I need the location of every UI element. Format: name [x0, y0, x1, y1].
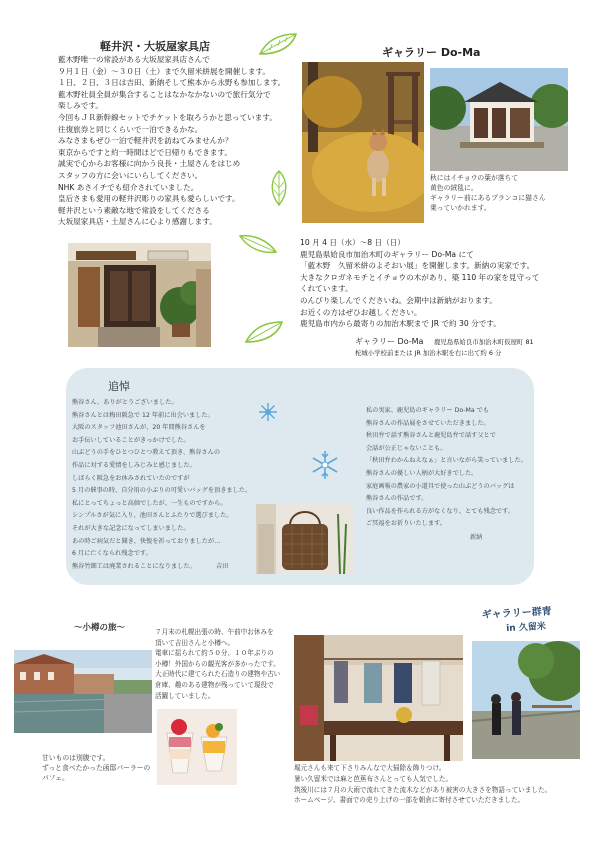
badge-line-1: ギャラリー群青	[481, 606, 552, 621]
text-line: スタッフの方に会いにいらしてください。	[58, 170, 203, 180]
kurume-text	[294, 763, 551, 806]
text-line: 楽しみです。	[58, 101, 103, 111]
canal-photo	[14, 650, 152, 733]
text-line: みなさまもぜひ一泊で軽井沢を訪ねてみませんか？	[58, 136, 233, 146]
caption-line: ギャラリー前にあるブランコに猫さん	[430, 194, 546, 202]
karuizawa-title: 軽井沢・大坂屋家具店	[100, 40, 210, 53]
text-line: 藍木野唯一の常設がある大坂屋家具店さんで	[58, 55, 210, 64]
memorial-signature-left: 吉田	[216, 563, 229, 570]
text-line: 電車に揺られて約５０分、１０年ぶりの	[155, 649, 274, 658]
text-line: 倉庫、趣のある建物が残っていて現役で	[155, 680, 274, 689]
doma-text	[300, 237, 570, 330]
badge-line-2: in 久留米	[505, 621, 547, 635]
otaru-text	[155, 627, 280, 701]
text-line: 10 月 4 日（水）～8 日（日）	[300, 238, 405, 247]
snowflake-icon	[258, 402, 278, 422]
caption-line: 乗っていかれます。	[430, 204, 491, 212]
text-line: 大正時代に建てられた石造りの建物や古い	[155, 670, 281, 679]
gallery-interior-photo	[294, 635, 463, 761]
text-line: 会話が公正じゃないことも。	[366, 444, 447, 452]
text-line: お近くの方はぜひお越しください。	[300, 307, 422, 317]
text-line: ご冥福をお祈りいたします。	[366, 520, 446, 528]
gallery-gunjo-badge	[470, 603, 564, 635]
caption-line: 秋にはイチョウの葉が落ちて	[430, 174, 519, 182]
text-line: 5 月の催事の時、自分用の小ぶりの可愛いバッグを頂きました。	[72, 487, 252, 495]
text-line: 私にとってちょっと高価でしたが、一生ものですから。	[72, 499, 227, 507]
text-line: ９月１日（金）～３０日（土）まで久留米絣展を開催します。	[58, 66, 271, 76]
text-line: ホームページ、書面での売り上げの一部を朝倉に寄付させていただきました。	[294, 796, 525, 805]
text-line: 私の実家、鹿児島のギャラリー Do-Ma でも	[366, 407, 489, 414]
text-line: 熊谷さんとは梅田阪急で 12 年前に出会いました。	[72, 411, 214, 419]
text-line: 大阪のスタッフ池田さんが、20 年間熊谷さんを	[72, 424, 206, 432]
memorial-left-text	[72, 397, 251, 573]
parfait-photo	[157, 709, 237, 785]
text-line: お手伝いしていることがきっかけでした。	[72, 436, 190, 444]
doma-address: 鹿児島県姶良市加治木町仮屋町 81	[433, 338, 534, 346]
leaf-icon	[258, 32, 298, 56]
text-line: 往復旅券と同じくらいで一泊できるかな。	[58, 124, 203, 134]
text-line: くれています。	[300, 284, 353, 294]
text-line: 熊谷竹細工は廃業されることになりました。	[72, 562, 196, 570]
text-line: 小樽！外国からの観光客が多かったです。	[155, 659, 280, 668]
text-line: NHK あさイチでも紹介されていました。	[58, 182, 199, 192]
text-line: あの時ご病気だと聞き、快復を祈っておりましたが…	[72, 537, 221, 545]
text-line: しばらく阪急をお休みされていたのですが	[72, 474, 190, 482]
shop-photo	[68, 243, 211, 347]
text-line: 6 月に亡くなられ残念です。	[72, 550, 152, 558]
text-line: 暑い久留米では麻と芭蕉布さんとっても人気でした。	[294, 774, 453, 783]
text-line: 作品に対する愛情をしみじみと感じました。	[72, 461, 196, 469]
doma-address-name: ギャラリー Do-Ma	[355, 337, 424, 346]
caption-line: パフェ。	[42, 774, 69, 782]
otaru-title: ～小樽の旅～	[74, 623, 126, 633]
memorial-title: 追悼	[108, 380, 130, 393]
text-line: 活躍していました。	[155, 691, 215, 700]
text-line: 誠実で心からお客様に向かう良長・土屋さんをはじめ	[58, 159, 241, 169]
basket-photo	[256, 504, 354, 574]
text-line: 熊谷さんの作品展をさせていただきました。	[366, 419, 490, 427]
otaru-caption	[42, 753, 150, 783]
doma-title: ギャラリー Do-Ma	[382, 46, 481, 59]
house-photo	[430, 68, 568, 171]
text-line: 軽井沢という素敵な地で常設をしてくださる	[58, 205, 210, 215]
text-line: 熊谷さん、ありがとうございました。	[72, 399, 178, 406]
text-line: 熊谷さんの作品です。	[366, 495, 428, 503]
text-line: 東京からですと約一時間ほどで日帰りもできます。	[58, 147, 232, 157]
caption-line: ずっと食べたかった函邸パーラーの	[42, 764, 151, 772]
snowflake-icon	[310, 450, 340, 480]
doma-photo-caption	[430, 173, 546, 213]
text-line: 熊谷さんの優しい人柄が大好きでした。	[366, 469, 478, 477]
text-line: それが大きな記念になってしまいました。	[72, 524, 190, 532]
text-line: 鹿児島県姶良市加治木町のギャラリー Do-Ma にて	[300, 249, 474, 259]
text-line: 「藍木野 久留米絣のよそおい展」を開催します。新納の実家です。	[300, 261, 535, 271]
memorial-signature-right: 新納	[470, 534, 483, 541]
text-line: ７月末の札幌出張の時、午前中お休みを	[155, 628, 274, 636]
leaf-icon	[238, 232, 278, 256]
riverside-photo	[472, 641, 580, 759]
caption-line: 甘いものは別腹です。	[42, 754, 110, 762]
karuizawa-text	[58, 54, 320, 228]
text-line: 良い作品を作られる方がなくなり、とても残念です。	[366, 507, 515, 515]
text-line: 大きなクロガネモチとイチョウの木があり、築 110 年の家を見守って	[300, 272, 540, 282]
text-line: のんびり楽しんでくださいね。会期中は新納がおります。	[300, 295, 497, 305]
text-line: １日、２日、３日は吉田、新納そして熊本から永野も参加します。	[58, 78, 286, 88]
doma-access: 柁城小学校前または JR 加治木駅を右に出て約 6 分	[355, 349, 502, 357]
text-line: 家庭画報の農家の小道具で使った山ぶどうのバッグは	[366, 482, 515, 490]
leaf-icon	[244, 320, 284, 344]
text-line: 大坂屋家具店・土屋さんに心より感謝します。	[58, 217, 217, 227]
text-line: 堀元さんも来て下さりみんなで大掃除＆飾りつけ。	[294, 764, 446, 772]
text-line: 藍木野社員全員が集合することはなかなかないので旅行気分で	[58, 89, 271, 99]
doma-address-row	[355, 336, 534, 347]
text-line: 「秋田弁わかんねえなぁ」と言いながら笑っていました。	[366, 457, 527, 465]
text-line: シンプルさが気に入り、池田さんとふたりで選びました。	[72, 512, 233, 520]
caption-line: 黄色の絨毯に。	[430, 184, 478, 192]
dog-photo	[302, 62, 424, 223]
text-line: 頂いて吉田さんと小樽へ。	[155, 638, 235, 647]
memorial-right-text	[366, 405, 527, 531]
text-line: 今回もＪＲ新幹線セットでチケットを取ろうかと思っています。	[58, 112, 277, 122]
text-line: 鹿児島市内から最寄りの加治木駅まで JR で約 30 分です。	[300, 319, 501, 329]
text-line: 筑後川には７月の大雨で流れてきた流木などがあり被害の大きさを物語っていました。	[294, 785, 552, 794]
text-line: 山ぶどうの手をひとつひとつ教えて頂き、熊谷さんの	[72, 449, 221, 457]
text-line: 皇后さまも愛用の軽井沢彫りの家具も愛らしいです。	[58, 194, 240, 204]
text-line: 秋田弁で話す熊谷さんと鹿児島弁で話す父とで	[366, 432, 496, 440]
